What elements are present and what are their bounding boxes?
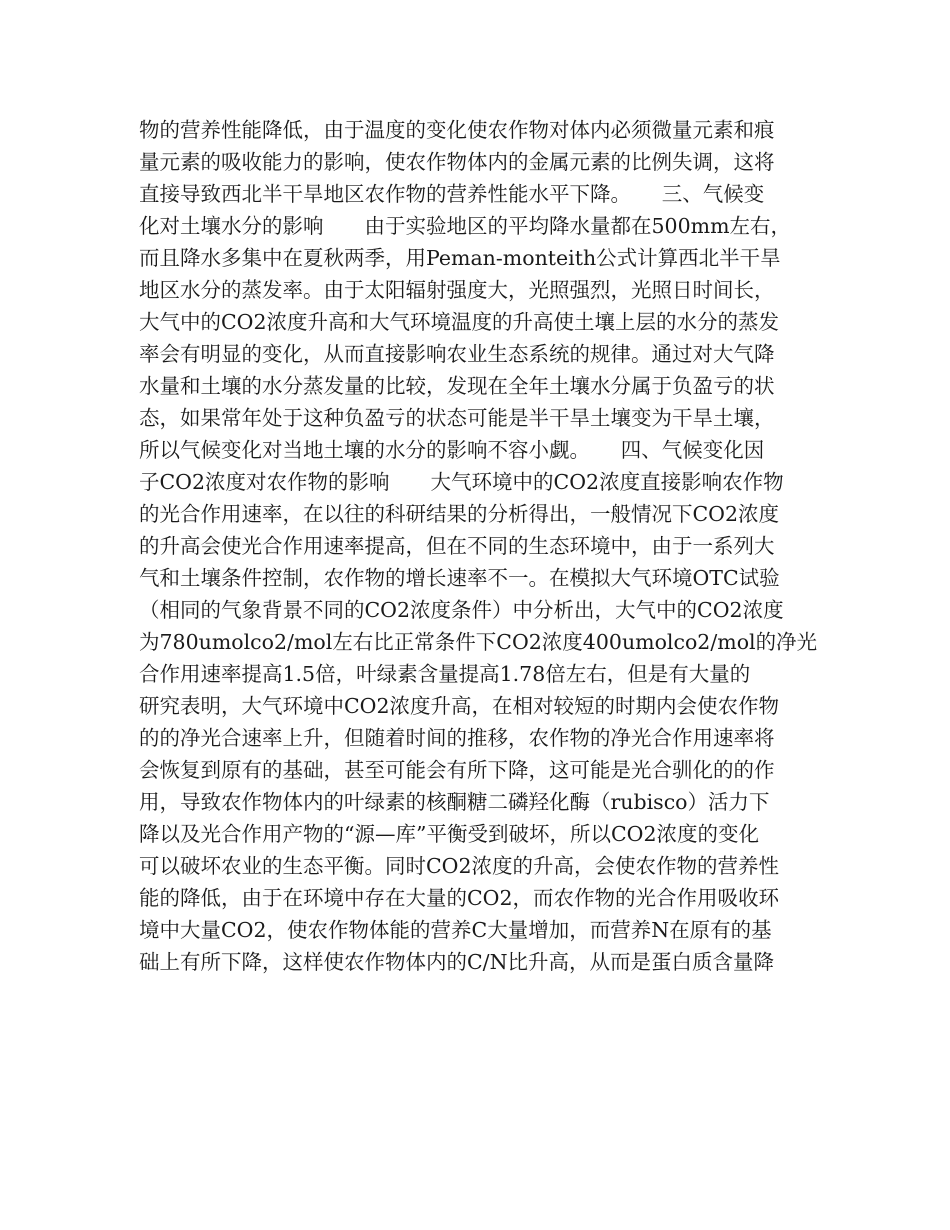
text-line: 研究表明，大气环境中CO2浓度升高，在相对较短的时期内会使农作物 bbox=[139, 694, 780, 718]
text-line: 化对土壤水分的影响 由于实验地区的平均降水量都在500mm左右， bbox=[139, 214, 792, 238]
text-line: 能的降低，由于在环境中存在大量的CO2，而农作物的光合作用吸收环 bbox=[139, 886, 780, 910]
text-line: 量元素的吸收能力的影响，使农作物体内的金属元素的比例失调，这将 bbox=[139, 150, 775, 174]
text-line: （相同的气象背景不同的CO2浓度条件）中分析出，大气中的CO2浓度 bbox=[139, 598, 784, 622]
text-line: 的升高会使光合作用速率提高，但在不同的生态环境中，由于一系列大 bbox=[139, 534, 775, 558]
text-line: 直接导致西北半干旱地区农作物的营养性能水平下降。 三、气候变 bbox=[139, 182, 765, 206]
text-line: 率会有明显的变化，从而直接影响农业生态系统的规律。通过对大气降 bbox=[139, 342, 775, 366]
text-line: 态，如果常年处于这种负盈亏的状态可能是半干旱土壤变为干旱土壤， bbox=[139, 406, 775, 430]
text-line: 所以气候变化对当地土壤的水分的影响不容小觑。 四、气候变化因 bbox=[139, 438, 765, 462]
text-line: 础上有所下降，这样使农作物体内的C/N比升高，从而是蛋白质含量降 bbox=[139, 950, 775, 974]
text-line: 而且降水多集中在夏秋两季，用Peman-monteith公式计算西北半干旱 bbox=[139, 246, 781, 270]
text-line: 为780umolco2/mol左右比正常条件下CO2浓度400umolco2/mol的净光 bbox=[139, 630, 818, 654]
text-line: 气和土壤条件控制，农作物的增长速率不一。在模拟大气环境OTC试验 bbox=[139, 566, 780, 590]
text-line: 用，导致农作物体内的叶绿素的核酮糖二磷羟化酶（rubisco）活力下 bbox=[139, 790, 770, 814]
text-line: 物的营养性能降低，由于温度的变化使农作物对体内必须微量元素和痕 bbox=[139, 118, 775, 142]
text-line: 大气中的CO2浓度升高和大气环境温度的升高使土壤上层的水分的蒸发 bbox=[139, 310, 780, 334]
text-line: 合作用速率提高1.5倍，叶绿素含量提高1.78倍左右，但是有大量的 bbox=[139, 662, 751, 686]
text-line: 会恢复到原有的基础，甚至可能会有所下降，这可能是光合驯化的的作 bbox=[139, 758, 775, 782]
text-line: 的的净光合速率上升，但随着时间的推移，农作物的净光合作用速率将 bbox=[139, 726, 775, 750]
text-line: 的光合作用速率，在以往的科研结果的分析得出，一般情况下CO2浓度 bbox=[139, 502, 780, 526]
text-line: 水量和土壤的水分蒸发量的比较，发现在全年土壤水分属于负盈亏的状 bbox=[139, 374, 775, 398]
text-line: 降以及光合作用产物的“源—库”平衡受到破坏，所以CO2浓度的变化 bbox=[139, 822, 759, 846]
text-line: 可以破坏农业的生态平衡。同时CO2浓度的升高，会使农作物的营养性 bbox=[139, 854, 780, 878]
text-line: 地区水分的蒸发率。由于太阳辐射强度大，光照强烈，光照日时间长， bbox=[139, 278, 775, 302]
text-line: 子CO2浓度对农作物的影响 大气环境中的CO2浓度直接影响农作物 bbox=[139, 470, 784, 494]
body-text bbox=[139, 114, 819, 978]
text-line: 境中大量CO2，使农作物体能的营养C大量增加，而营养N在原有的基 bbox=[139, 918, 772, 942]
